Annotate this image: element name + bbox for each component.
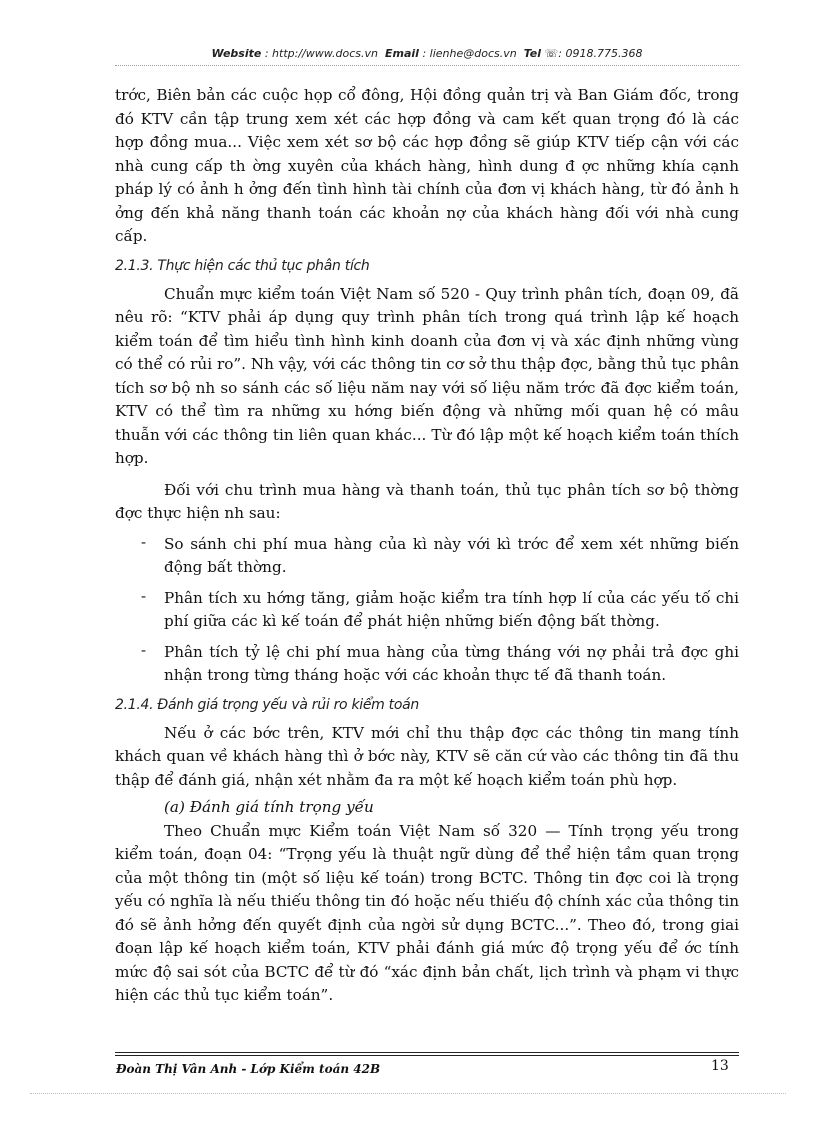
document-body bbox=[115, 84, 739, 1008]
tel-label: Tel bbox=[523, 47, 542, 60]
paragraph-standard-320: Theo Chuẩn mực Kiểm toán Việt Nam số 320 — Tính trọng yếu trong kiểm toán, đoạn 04: “Trọng yếu là thuật ngữ dùng để thể hiện tầm quan trọng của một thông tin (một số liệu kế toán) trong BCTC. Thông tin đợc coi là trọng yếu có nghĩa là nếu thiếu thông tin đó hoặc nếu thiếu độ chính xác của thông tin đó sẽ ảnh hởng đến quyết định của ngời sử dụng BCTC...”. Theo đó, trong giai đoạn lập kế hoạch kiểm toán, KTV phải đánh giá mức độ trọng yếu để ớc tính mức độ sai sót của BCTC để từ đó “xác định bản chất, lịch trình và phạm vi thực hiện các thủ tục kiểm toán”. bbox=[115, 821, 739, 1004]
list-item bbox=[115, 641, 739, 688]
paragraph-purchase-cycle: Đối với chu trình mua hàng và thanh toán, thủ tục phân tích sơ bộ thờng đợc thực hiện nh sau: bbox=[115, 480, 739, 522]
bullet-mark: - bbox=[141, 586, 147, 605]
section-heading-2-1-3: 2.1.3. Thực hiện các thủ tục phân tích bbox=[115, 257, 370, 274]
paragraph-materiality-intro: Nếu ở các bớc trên, KTV mới chỉ thu thập đợc các thông tin mang tính khách quan về khách hàng thì ở bớc này, KTV sẽ căn cứ vào các thông tin đã thu thập để đánh giá, nhận xét nhằm đa ra một kế hoạch kiểm toán phù hợp. bbox=[115, 723, 739, 789]
email-label: Email bbox=[384, 47, 419, 60]
list-item-text: Phân tích xu hớng tăng, giảm hoặc kiểm tra tính hợp lí của các yếu tố chi phí giữa các kì kế toán để phát hiện những biến động bất thờng. bbox=[164, 588, 739, 630]
email-value: : lienhe@docs.vn bbox=[422, 47, 517, 60]
tel-value: : 0918.775.368 bbox=[558, 47, 643, 60]
page-header bbox=[115, 47, 739, 60]
footer-divider bbox=[115, 1052, 739, 1053]
phone-icon: ☏ bbox=[544, 47, 559, 60]
footer-author: Đoàn Thị Vân Anh - Lớp Kiểm toán 42B bbox=[116, 1062, 381, 1076]
bullet-mark: - bbox=[141, 640, 147, 659]
subheading-materiality: (a) Đánh giá tính trọng yếu bbox=[164, 798, 374, 816]
footer-divider bbox=[115, 1055, 739, 1056]
section-heading-2-1-4: 2.1.4. Đánh giá trọng yếu và rủi ro kiểm toán bbox=[115, 696, 419, 713]
paragraph-intro: trớc, Biên bản các cuộc họp cổ đông, Hội đồng quản trị và Ban Giám đốc, trong đó KTV cần tập trung xem xét các hợp đồng và cam kết quan trọng đó là các hợp đồng mua... Việc xem xét sơ bộ các hợp đồng sẽ giúp KTV tiếp cận với các nhà cung cấp th ờng xuyên của khách hàng, hình dung đ ợc những khía cạnh pháp lý có ảnh h ởng đến tình hình tài chính của đơn vị khách hàng, từ đó ảnh h ởng đến khả năng thanh toán các khoản nợ của khách hàng đối với nhà cung cấp. bbox=[115, 86, 739, 245]
list-item-text: So sánh chi phí mua hàng của kì này với kì trớc để xem xét những biến động bất thờng. bbox=[164, 534, 739, 576]
website-value: : http://www.docs.vn bbox=[264, 47, 378, 60]
website-label: Website bbox=[211, 47, 262, 60]
bullet-mark: - bbox=[141, 532, 147, 551]
paragraph-analytical: Chuẩn mực kiểm toán Việt Nam số 520 - Quy trình phân tích, đoạn 09, đã nêu rõ: “KTV phải áp dụng quy trình phân tích trong quá trình lập kế hoạch kiểm toán để tìm hiểu tình hình kinh doanh của đơn vị và xác định những vùng có thể có rủi ro”. Nh vậy, với các thông tin cơ sở thu thập đợc, bằng thủ tục phân tích sơ bộ nh so sánh các số liệu năm nay với số liệu năm trớc đã đợc kiểm toán, KTV có thể tìm ra những xu hớng biến động và những mối quan hệ có mâu thuẫn với các thông tin liên quan khác... Từ đó lập một kế hoạch kiểm toán thích hợp. bbox=[115, 284, 739, 467]
list-item bbox=[115, 533, 739, 580]
bottom-divider bbox=[30, 1093, 786, 1094]
page-number: 13 bbox=[711, 1058, 729, 1074]
list-item-text: Phân tích tỷ lệ chi phí mua hàng của từng tháng với nợ phải trả đợc ghi nhận trong từng tháng hoặc với các khoản thực tế đã thanh toán. bbox=[164, 642, 739, 684]
list-item bbox=[115, 587, 739, 634]
header-divider bbox=[115, 65, 739, 66]
